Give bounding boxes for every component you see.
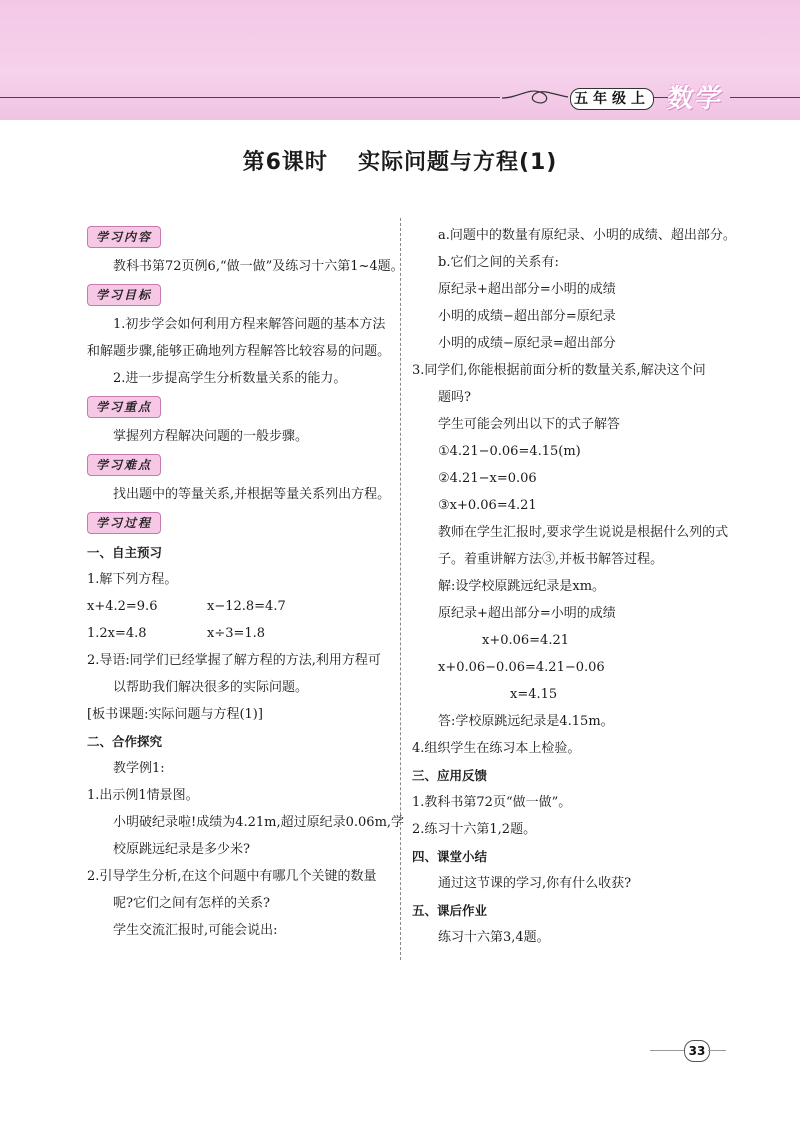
difficult-text: 找出题中的等量关系,并根据等量关系列出方程。 [113, 487, 391, 502]
relation-2: 小明的成绩−超出部分=原纪录 [438, 309, 616, 324]
swirl-ornament-icon [500, 84, 570, 110]
header-rule-right [730, 97, 800, 98]
subject-label: 数学 [665, 84, 726, 114]
example-label: 教学例1: [113, 761, 165, 776]
explore-q2-line-3: 学生交流汇报时,可能会说出: [113, 923, 278, 938]
content-text: 教科书第72页例6,“做一做”及练习十六第1~4题。 [113, 259, 404, 274]
relation-1: 原纪录+超出部分=小明的成绩 [438, 282, 616, 297]
analysis-b: b.它们之间的关系有: [438, 255, 559, 270]
section-summary: 四、课堂小结 [412, 849, 488, 864]
preview-q2-line-1: 2.导语:同学们已经掌握了解方程的方法,利用方程可 [87, 653, 381, 668]
header-rule-left [0, 97, 500, 98]
section-homework: 五、课后作业 [412, 903, 488, 918]
section-explore: 二、合作探究 [87, 734, 163, 749]
header-rule-mid [652, 97, 668, 98]
teacher-line-1: 教师在学生汇报时,要求学生说说是根据什么列的式 [438, 525, 729, 540]
goal-1-line-1: 1.初步学会如何利用方程来解答问题的基本方法 [113, 317, 386, 332]
feedback-1: 1.教科书第72页“做一做”。 [412, 795, 572, 810]
right-column [412, 222, 736, 951]
equation-4: x÷3=1.8 [207, 626, 266, 641]
preview-q1: 1.解下列方程。 [87, 572, 178, 587]
summary-text: 通过这节课的学习,你有什么收获? [438, 876, 632, 891]
equation-3: 1.2x=4.8 [87, 626, 147, 641]
solution-relation: 原纪录+超出部分=小明的成绩 [438, 606, 616, 621]
formula-2: ②4.21−x=0.06 [438, 471, 537, 486]
grade-label: 五年级上 [570, 88, 654, 110]
preview-q2-line-2: 以帮助我们解决很多的实际问题。 [113, 680, 309, 695]
page-title [0, 145, 800, 176]
analysis-a: a.问题中的数量有原纪录、小明的成绩、超出部分。 [438, 228, 736, 243]
equation-2: x−12.8=4.7 [207, 599, 286, 614]
may-answer: 学生可能会列出以下的式子解答 [438, 417, 621, 432]
tag-learning-process: 学习过程 [87, 512, 161, 534]
q3-line-2: 题吗? [438, 390, 471, 405]
solution-step-2: x+0.06−0.06=4.21−0.06 [438, 660, 605, 675]
q3-line-1: 3.同学们,你能根据前面分析的数量关系,解决这个问 [412, 363, 706, 378]
column-divider [400, 218, 401, 960]
section-preview: 一、自主预习 [87, 545, 163, 560]
explore-q1: 1.出示例1情景图。 [87, 788, 199, 803]
problem-line-2: 校原跳远纪录是多少米? [113, 842, 250, 857]
board-title: [板书课题:实际问题与方程(1)] [87, 707, 263, 722]
tag-learning-goals: 学习目标 [87, 284, 161, 306]
solution-step-1: x+0.06=4.21 [482, 633, 570, 648]
left-column [87, 222, 405, 944]
tag-key-point: 学习重点 [87, 396, 161, 418]
q4: 4.组织学生在练习本上检验。 [412, 741, 581, 756]
explore-q2-line-2: 呢?它们之间有怎样的关系? [113, 896, 270, 911]
equation-1: x+4.2=9.6 [87, 599, 158, 614]
solution-setup: 解:设学校原跳远纪录是xm。 [438, 579, 606, 594]
feedback-2: 2.练习十六第1,2题。 [412, 822, 537, 837]
equation-row-2 [87, 620, 395, 647]
tag-learning-content: 学习内容 [87, 226, 161, 248]
solution-answer: 答:学校原跳远纪录是4.15m。 [438, 714, 614, 729]
problem-line-1: 小明破纪录啦!成绩为4.21m,超过原纪录0.06m,学 [113, 815, 405, 830]
equation-row-1 [87, 593, 395, 620]
page-number-rule-left [650, 1050, 684, 1051]
homework-text: 练习十六第3,4题。 [438, 930, 550, 945]
section-feedback: 三、应用反馈 [412, 768, 488, 783]
solution-step-3: x=4.15 [510, 687, 558, 702]
lesson-number: 第6课时 [242, 150, 328, 175]
tag-difficult-point: 学习难点 [87, 454, 161, 476]
goal-1-line-2: 和解题步骤,能够正确地列方程解答比较容易的问题。 [87, 344, 391, 359]
goal-2: 2.进一步提高学生分析数量关系的能力。 [113, 371, 347, 386]
lesson-topic: 实际问题与方程(1) [357, 150, 558, 175]
explore-q2-line-1: 2.引导学生分析,在这个问题中有哪几个关键的数量 [87, 869, 377, 884]
relation-3: 小明的成绩−原纪录=超出部分 [438, 336, 616, 351]
page-number: 33 [684, 1040, 710, 1062]
formula-1: ①4.21−0.06=4.15(m) [438, 444, 581, 459]
teacher-line-2: 子。着重讲解方法③,并板书解答过程。 [438, 552, 664, 567]
formula-3: ③x+0.06=4.21 [438, 498, 537, 513]
page-number-rule-right [708, 1050, 726, 1051]
key-text: 掌握列方程解决问题的一般步骤。 [113, 429, 309, 444]
